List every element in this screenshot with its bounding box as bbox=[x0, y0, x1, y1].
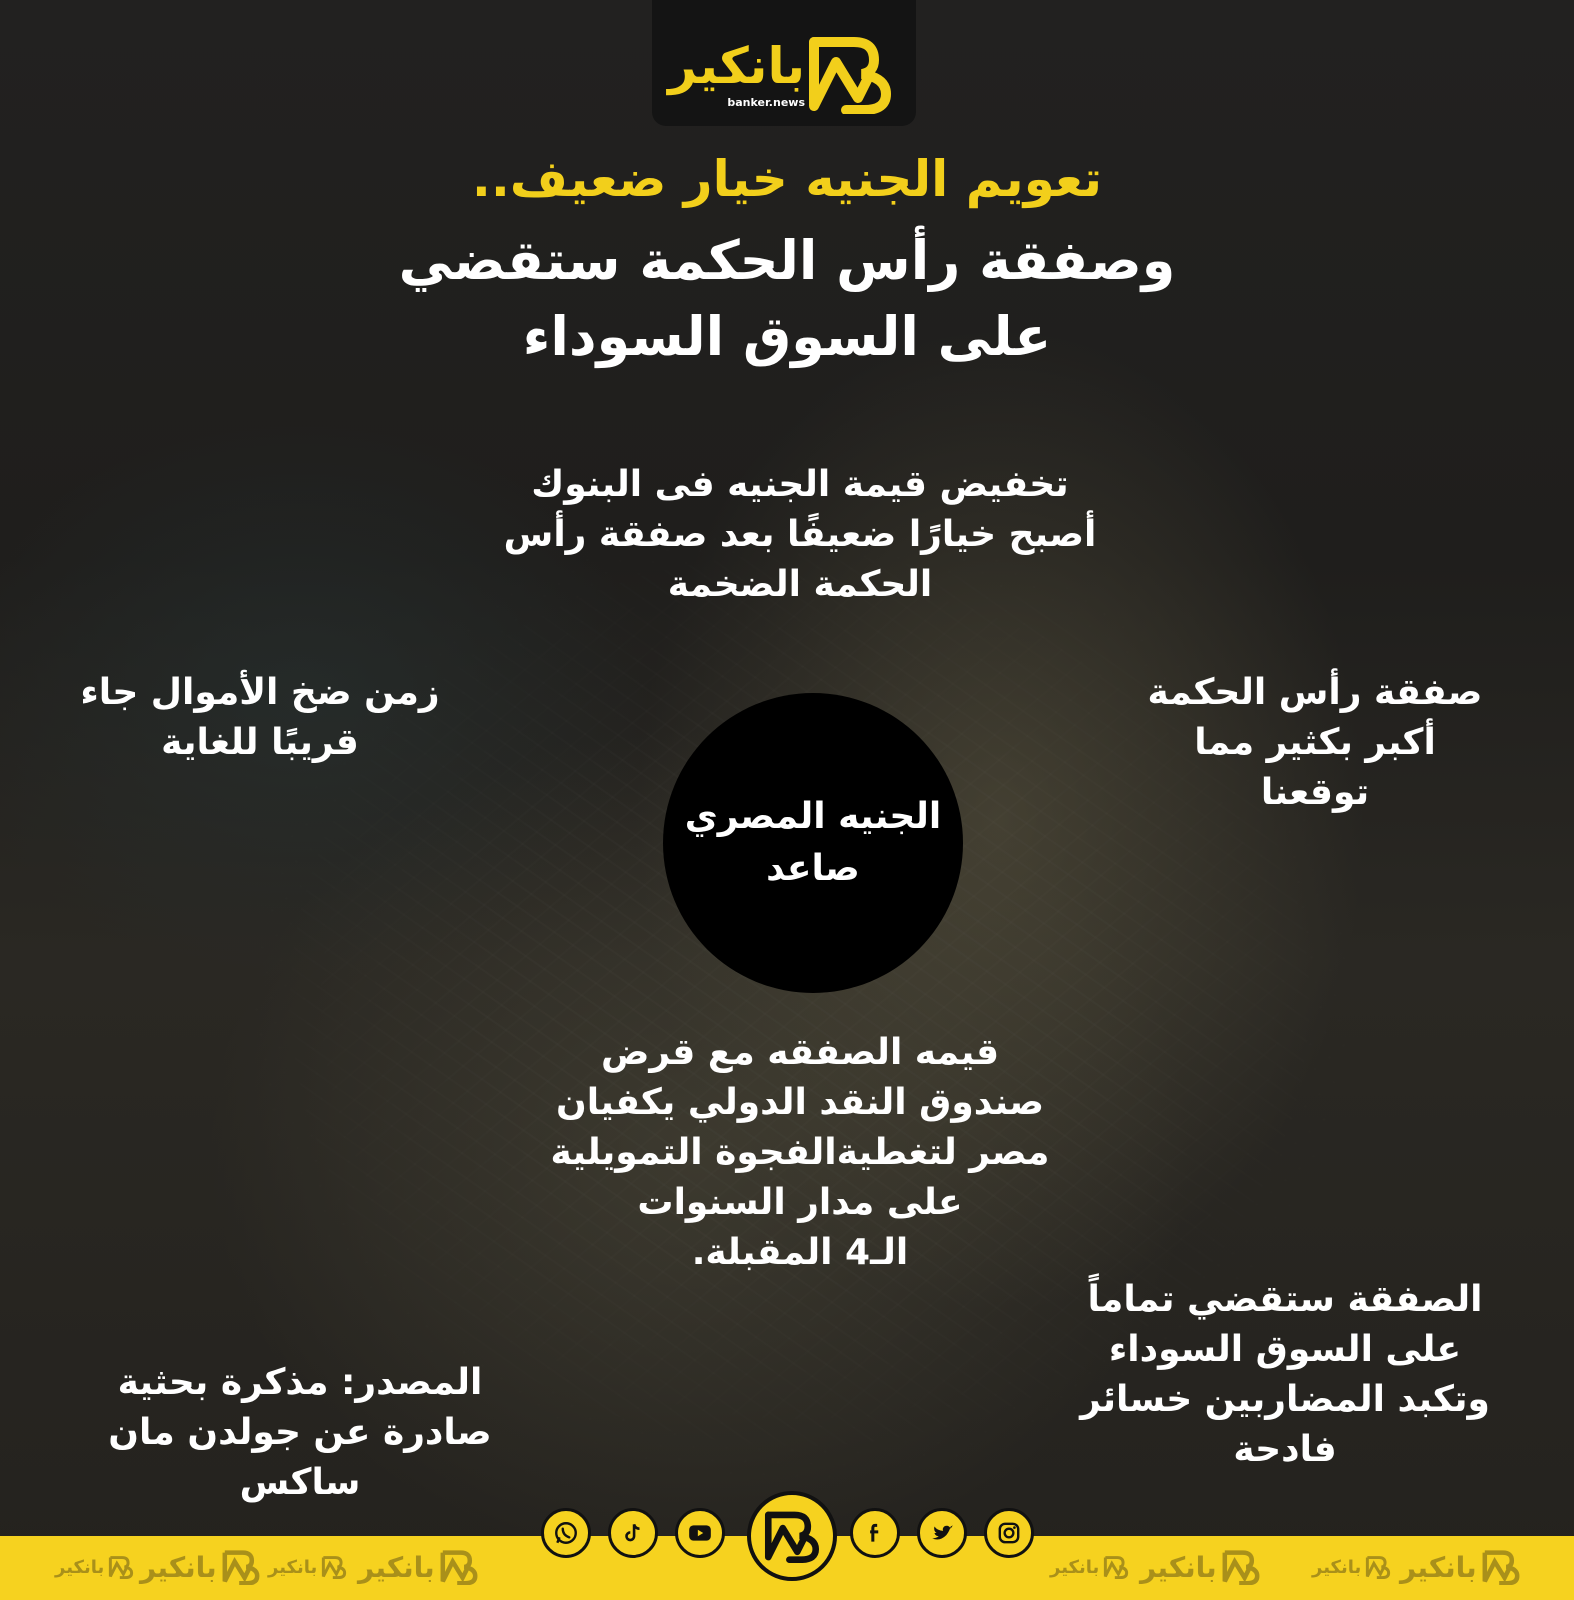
point-right bbox=[1110, 668, 1520, 818]
whatsapp-icon[interactable] bbox=[541, 1508, 591, 1558]
center-line-1: الجنيه المصري bbox=[684, 796, 942, 837]
source-line: صادرة عن جولدن مان bbox=[108, 1412, 492, 1453]
banker-b-logo-icon bbox=[1365, 1555, 1391, 1579]
banker-b-logo-icon bbox=[806, 34, 894, 114]
footer-watermark-text: بانكير bbox=[268, 1556, 318, 1578]
footer-watermark-text: بانكير bbox=[1312, 1556, 1362, 1578]
footer-watermark bbox=[1050, 1542, 1129, 1592]
brand-name: بانكير bbox=[668, 37, 805, 95]
point-bottom-right-line: على السوق السوداء bbox=[1108, 1329, 1462, 1370]
banker-b-logo-icon bbox=[221, 1549, 261, 1585]
banker-b-logo-icon bbox=[321, 1555, 347, 1579]
banker-b-logo-icon bbox=[439, 1549, 479, 1585]
footer-watermark bbox=[140, 1542, 261, 1592]
twitter-icon[interactable] bbox=[917, 1508, 967, 1558]
point-left-line: قريبًا للغاية bbox=[161, 722, 359, 763]
footer-watermark bbox=[358, 1542, 479, 1592]
point-middle-line: صندوق النقد الدولي يكفيان bbox=[556, 1082, 1044, 1123]
footer-watermark bbox=[268, 1542, 347, 1592]
source-line: ساكس bbox=[239, 1462, 361, 1503]
point-right-line: توقعنا bbox=[1260, 772, 1370, 813]
footer-watermark-text: بانكير bbox=[140, 1550, 217, 1584]
point-middle-line: الـ4 المقبلة. bbox=[691, 1232, 909, 1273]
footer-watermark bbox=[1140, 1542, 1261, 1592]
youtube-icon[interactable] bbox=[675, 1508, 725, 1558]
facebook-icon[interactable] bbox=[850, 1508, 900, 1558]
banker-b-logo-icon bbox=[1103, 1555, 1129, 1579]
center-brand-badge[interactable] bbox=[747, 1491, 837, 1581]
point-top-line: الحكمة الضخمة bbox=[667, 564, 933, 605]
point-right-line: أكبر بكثير مما bbox=[1194, 722, 1436, 763]
point-left-line: زمن ضخ الأموال جاء bbox=[80, 672, 440, 713]
point-middle-line: قيمه الصفقه مع قرض bbox=[600, 1032, 1000, 1073]
banker-b-logo-icon bbox=[108, 1555, 134, 1579]
banker-b-logo-icon bbox=[1221, 1549, 1261, 1585]
point-bottom-right bbox=[1040, 1275, 1530, 1475]
footer-watermark-text: بانكير bbox=[1140, 1550, 1217, 1584]
banker-b-logo-icon bbox=[1481, 1549, 1521, 1585]
footer-watermark bbox=[1312, 1542, 1391, 1592]
instagram-icon[interactable] bbox=[984, 1508, 1034, 1558]
footer-watermark-text: بانكير bbox=[55, 1556, 105, 1578]
point-bottom-right-line: فادحة bbox=[1233, 1429, 1337, 1470]
point-middle-line: مصر لتغطيةالفجوة التمويلية bbox=[550, 1132, 1050, 1173]
point-middle bbox=[470, 1028, 1130, 1278]
source-line: المصدر: مذكرة بحثية bbox=[117, 1362, 483, 1403]
footer-watermark-text: بانكير bbox=[1400, 1550, 1477, 1584]
source-note bbox=[60, 1358, 540, 1508]
point-bottom-right-line: وتكبد المضاربين خسائر bbox=[1080, 1379, 1490, 1420]
point-bottom-right-line: الصفقة ستقضي تماماً bbox=[1087, 1279, 1483, 1320]
point-left bbox=[60, 668, 460, 768]
center-line-2: صاعد bbox=[766, 848, 860, 889]
point-top-line: أصبح خيارًا ضعيفًا بعد صفقة رأس bbox=[503, 514, 1097, 555]
point-top bbox=[440, 460, 1160, 610]
footer-watermark bbox=[1400, 1542, 1521, 1592]
banker-b-logo-icon bbox=[763, 1509, 821, 1563]
headline-line-2: وصفقة رأس الحكمة ستقضي bbox=[398, 229, 1176, 292]
point-right-line: صفقة رأس الحكمة bbox=[1147, 672, 1483, 713]
footer-watermark-text: بانكير bbox=[1050, 1556, 1100, 1578]
point-top-line: تخفيض قيمة الجنيه فى البنوك bbox=[531, 464, 1069, 505]
headline-line-1: تعويم الجنيه خيار ضعيف.. bbox=[471, 150, 1103, 208]
brand-url: banker.news bbox=[727, 96, 805, 109]
point-middle-line: على مدار السنوات bbox=[637, 1182, 963, 1223]
headline-line-3: على السوق السوداء bbox=[522, 305, 1052, 368]
center-circle bbox=[663, 693, 963, 993]
tiktok-icon[interactable] bbox=[608, 1508, 658, 1558]
footer-watermark bbox=[55, 1542, 134, 1592]
footer-watermark-text: بانكير bbox=[358, 1550, 435, 1584]
